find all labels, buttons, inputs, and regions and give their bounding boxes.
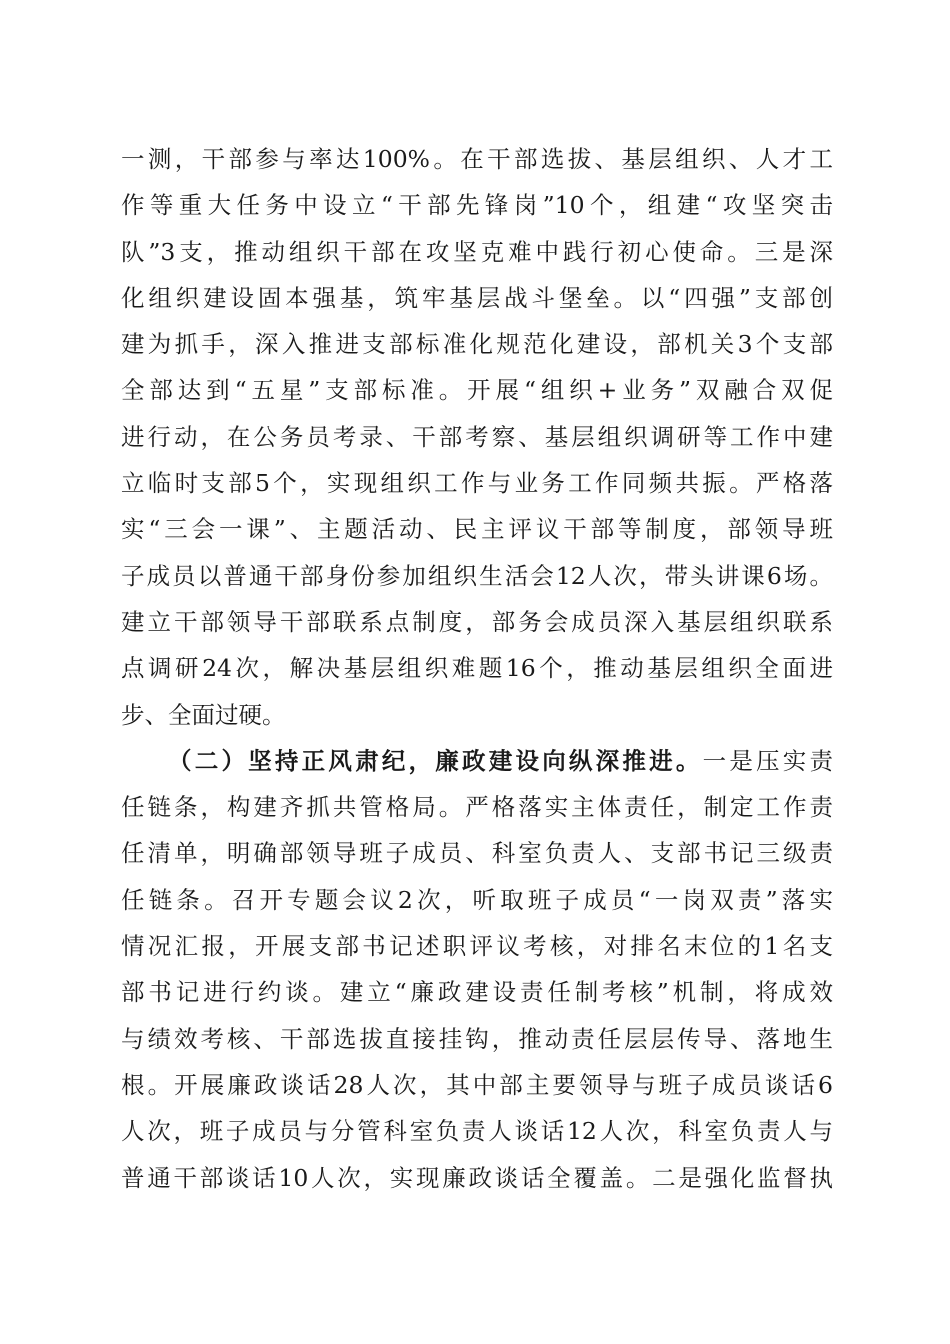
text-line: 情况汇报，开展支部书记述职评议考核，对排名末位的1名支: [121, 932, 833, 961]
text-line: 普通干部谈话10人次，实现廉政谈话全覆盖。二是强化监督执: [121, 1163, 833, 1192]
text-line: 作等重大任务中设立“干部先锋岗”10个，组建“攻坚突击: [121, 191, 833, 220]
section-2-first-line: [121, 738, 833, 784]
text-line: 子成员以普通干部身份参加组织生活会12人次，带头讲课6场。: [121, 561, 833, 590]
text-line: 实“三会一课”、主题活动、民主评议干部等制度，部领导班: [121, 515, 833, 544]
text-line: 任链条。召开专题会议2次，听取班子成员“一岗双责”落实: [121, 885, 833, 914]
text-line: 任清单，明确部领导班子成员、科室负责人、支部书记三级责: [121, 839, 833, 868]
text-line: 建立干部领导干部联系点制度，部务会成员深入基层组织联系: [121, 607, 833, 636]
text-line: 队”3支，推动组织干部在攻坚克难中践行初心使命。三是深: [121, 237, 833, 266]
text-line: 部书记进行约谈。建立“廉政建设责任制考核”机制，将成效: [121, 978, 833, 1007]
text-line: 根。开展廉政谈话28人次，其中部主要领导与班子成员谈话6: [121, 1070, 833, 1099]
text-line: 立临时支部5个，实现组织工作与业务工作同频共振。严格落: [121, 469, 833, 498]
text-line: 全部达到“五星”支部标准。开展“组织+业务”双融合双促: [121, 376, 833, 405]
text-line: 化组织建设固本强基，筑牢基层战斗堡垒。以“四强”支部创: [121, 283, 833, 312]
document-body: [121, 136, 833, 1201]
section-2-heading: （二）坚持正风肃纪，廉政建设向纵深推进。: [168, 746, 703, 775]
text-line: 建为抓手，深入推进支部标准化规范化建设，部机关3个支部: [121, 330, 833, 359]
text-line: 人次，班子成员与分管科室负责人谈话12人次，科室负责人与: [121, 1117, 833, 1146]
text-line: 任链条，构建齐抓共管格局。严格落实主体责任，制定工作责: [121, 793, 833, 822]
text-line: 步、全面过硬。: [121, 700, 286, 729]
text-line: 进行动，在公务员考录、干部考察、基层组织调研等工作中建: [121, 422, 833, 451]
text-line: 一测，干部参与率达100%。在干部选拔、基层组织、人才工: [121, 145, 833, 173]
text-line: 点调研24次，解决基层组织难题16个，推动基层组织全面进: [121, 654, 833, 683]
text-line: 与绩效考核、干部选拔直接挂钩，推动责任层层传导、落地生: [121, 1024, 833, 1053]
section-2-first-text: 一是压实责: [702, 746, 834, 775]
